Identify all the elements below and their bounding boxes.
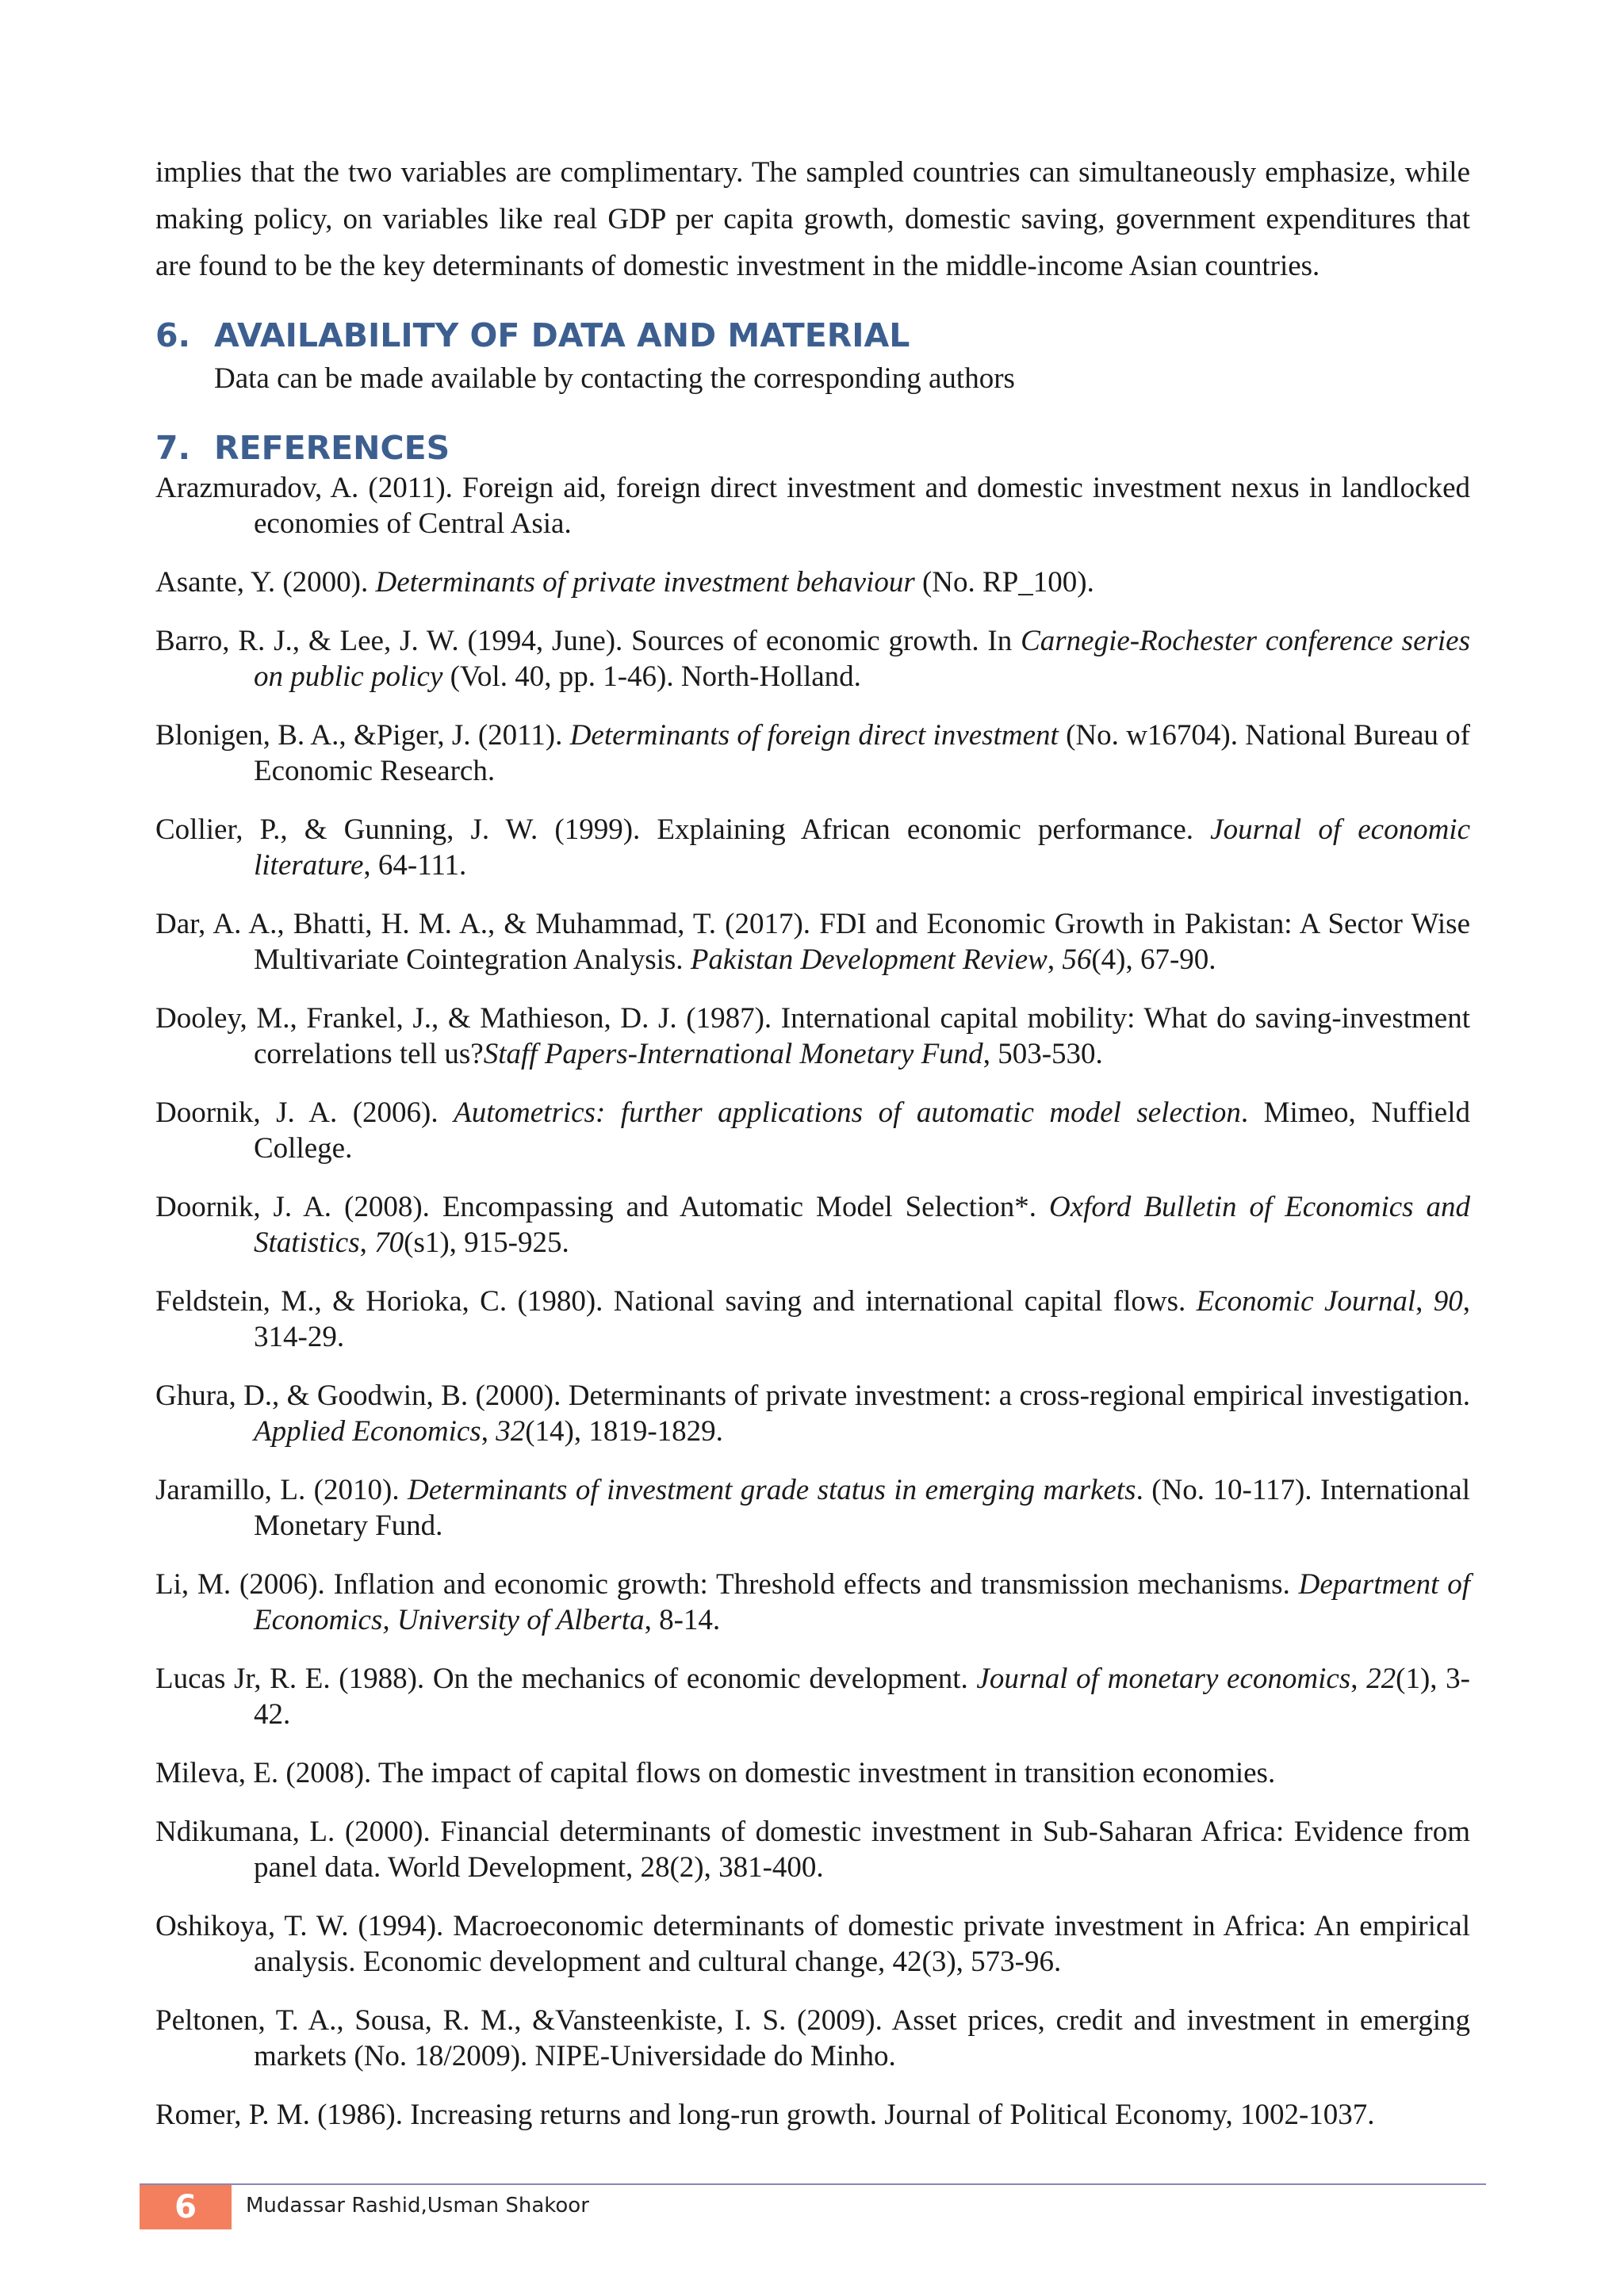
intro-paragraph: implies that the two variables are complimentary. The sampled countries can simultaneously emphasize, while making policy, on variables like real GDP per capita growth, domestic saving, government expenditures that are found to be the key determinants of domestic investment in the middle-income Asian countries. xyxy=(155,156,1470,282)
section-number: 7. xyxy=(155,429,191,467)
page-number: 6 xyxy=(140,2185,232,2229)
reference-item: Lucas Jr, R. E. (1988). On the mechanics of economic development. Journal of monetary economics, 22(1), 3-42. xyxy=(155,1663,1471,1731)
reference-item: Jaramillo, L. (2010). Determinants of investment grade status in emerging markets. (No. 10-117). International Monetary Fund. xyxy=(155,1474,1470,1542)
section-title: REFERENCES xyxy=(214,429,450,467)
section-title: AVAILABILITY OF DATA AND MATERIAL xyxy=(214,316,910,354)
reference-item: Mileva, E. (2008). The impact of capital flows on domestic investment in transition economies. xyxy=(155,1757,1276,1789)
reference-item: Oshikoya, T. W. (1994). Macroeconomic determinants of domestic private investment in Africa: An empirical analysis. Economic development and cultural change, 42(3), 573-96. xyxy=(155,1910,1470,1978)
reference-item: Asante, Y. (2000). Determinants of private investment behaviour (No. RP_100). xyxy=(155,566,1094,599)
reference-item: Dooley, M., Frankel, J., & Mathieson, D. J. (1987). International capital mobility: What do saving-investment correlations tell us?Staff Papers-International Monetary Fund, 503-530. xyxy=(155,1002,1470,1070)
footer-rule xyxy=(140,2183,1486,2185)
availability-text: Data can be made available by contacting the corresponding authors xyxy=(214,362,1015,395)
section-heading-availability xyxy=(155,313,1470,358)
reference-item: Doornik, J. A. (2008). Encompassing and Automatic Model Selection*. Oxford Bulletin of Economics and Statistics, 70(s1), 915-925. xyxy=(155,1191,1470,1259)
reference-list xyxy=(155,470,1470,2133)
reference-item: Barro, R. J., & Lee, J. W. (1994, June). Sources of economic growth. In Carnegie-Rochester conference series on public policy (Vol. 40, pp. 1-46). North-Holland. xyxy=(155,625,1470,693)
reference-item: Ndikumana, L. (2000). Financial determinants of domestic investment in Sub-Saharan Africa: Evidence from panel data. World Development, 28(2), 381-400. xyxy=(155,1816,1470,1884)
reference-item: Ghura, D., & Goodwin, B. (2000). Determinants of private investment: a cross-regional empirical investigation. Applied Economics, 32(14), 1819-1829. xyxy=(155,1380,1470,1448)
reference-item: Blonigen, B. A., &Piger, J. (2011). Determinants of foreign direct investment (No. w16704). National Bureau of Economic Research. xyxy=(155,719,1470,787)
page-content xyxy=(155,149,1470,2156)
reference-item: Dar, A. A., Bhatti, H. M. A., & Muhammad, T. (2017). FDI and Economic Growth in Pakistan: A Sector Wise Multivariate Cointegration Analysis. Pakistan Development Review, 56(4), 67-90. xyxy=(155,908,1470,976)
reference-item: Arazmuradov, A. (2011). Foreign aid, foreign direct investment and domestic investment nexus in landlocked economies of Central Asia. xyxy=(155,472,1470,540)
section-number: 6. xyxy=(155,316,191,354)
reference-item: Romer, P. M. (1986). Increasing returns and long-run growth. Journal of Political Economy, 1002-1037. xyxy=(155,2099,1375,2131)
reference-item: Collier, P., & Gunning, J. W. (1999). Explaining African economic performance. Journal of economic literature, 64-111. xyxy=(155,813,1470,882)
reference-item: Peltonen, T. A., Sousa, R. M., &Vansteenkiste, I. S. (2009). Asset prices, credit and investment in emerging markets (No. 18/2009). NIPE-Universidade do Minho. xyxy=(155,2004,1470,2072)
reference-item: Feldstein, M., & Horioka, C. (1980). National saving and international capital flows. Economic Journal, 90, 314-29. xyxy=(155,1285,1471,1353)
reference-item: Doornik, J. A. (2006). Autometrics: further applications of automatic model selection. Mimeo, Nuffield College. xyxy=(155,1096,1470,1165)
section-heading-references xyxy=(155,426,1470,470)
reference-item: Li, M. (2006). Inflation and economic growth: Threshold effects and transmission mechanisms. Department of Economics, University of Alberta, 8-14. xyxy=(155,1568,1470,1636)
footer-authors: Mudassar Rashid,Usman Shakoor xyxy=(246,2194,589,2218)
